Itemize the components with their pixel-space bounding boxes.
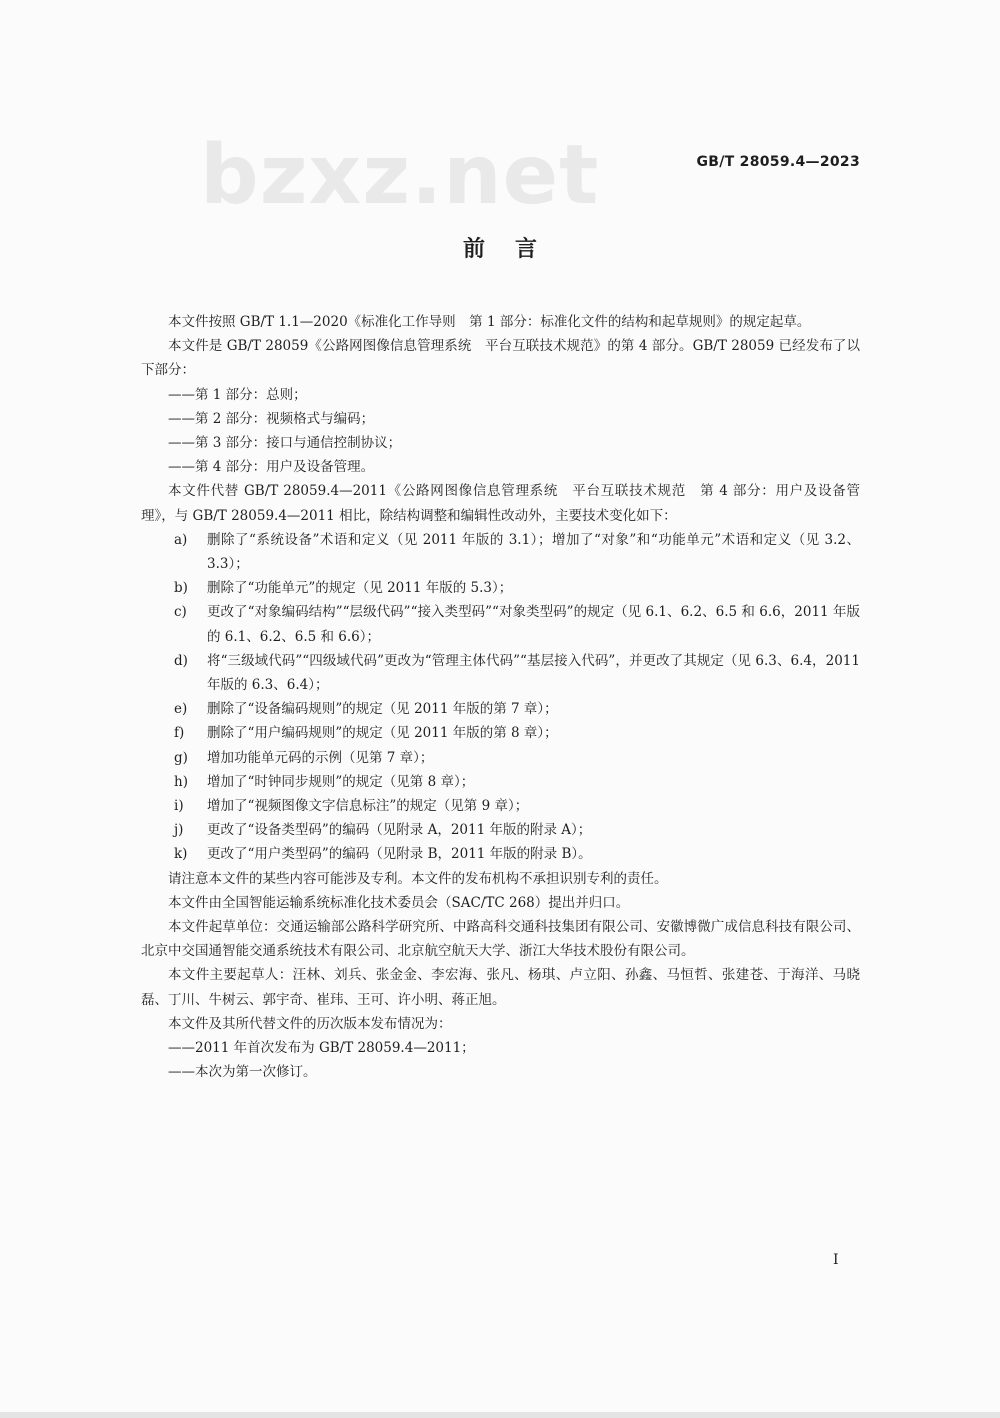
page-title: 前言: [462, 237, 567, 262]
paragraph-drafting-rules: 本文件按照 GB/T 1.1—2020《标准化工作导则 第 1 部分：标准化文件的结构和起草规则》的规定起草。: [168, 314, 811, 330]
paragraph-replacement: 本文件代替 GB/T 28059.4—2011《公路网图像信息管理系统 平台互联技术规范 第 4 部分：用户及设备管理》，与 GB/T 28059.4—2011 相比，除结构调整和编辑性改动外，主要技术变化如下：: [141, 483, 860, 524]
foreword-body: [141, 310, 860, 1085]
list-item: [141, 818, 860, 842]
list-marker: a): [174, 531, 188, 548]
list-item: ——第 3 部分：接口与通信控制协议；: [168, 435, 402, 452]
list-item: ——第 1 部分：总则；: [168, 386, 307, 403]
list-marker: g): [174, 749, 188, 766]
paragraph-history-intro: 本文件及其所代替文件的历次版本发布情况为：: [168, 1015, 452, 1032]
paragraph-patent-notice: 请注意本文件的某些内容可能涉及专利。本文件的发布机构不承担识别专利的责任。: [168, 870, 668, 887]
paragraph-proposer: 本文件由全国智能运输系统标准化技术委员会（SAC/TC 268）提出并归口。: [168, 894, 630, 911]
list-marker: k): [174, 846, 188, 863]
list-item: ——2011 年首次发布为 GB/T 28059.4—2011；: [168, 1040, 475, 1057]
list-marker: e): [174, 701, 188, 718]
page-number: I: [833, 1252, 839, 1268]
list-item: ——本次为第一次修订。: [168, 1064, 317, 1081]
list-text: 更改了“对象编码结构”“层级代码”“接入类型码”“对象类型码”的规定（见 6.1、6.2、6.5 和 6.6，2011 年版的 6.1、6.2、6.5 和 6.6）；: [207, 604, 860, 645]
list-item: [141, 721, 860, 745]
list-item: [141, 697, 860, 721]
page-edge: [0, 1412, 1000, 1418]
list-item: [141, 794, 860, 818]
changes-list: [141, 528, 860, 867]
list-item: ——第 4 部分：用户及设备管理。: [168, 459, 375, 476]
watermark: bzxz.net: [200, 128, 600, 223]
list-marker: f): [174, 725, 185, 742]
history-list: [141, 1036, 860, 1084]
list-item: ——第 2 部分：视频格式与编码；: [168, 410, 375, 427]
paragraph-drafting-units: 本文件起草单位：交通运输部公路科学研究所、中路高科交通科技集团有限公司、安徽博微广成信息科技有限公司、北京中交国通智能交通系统技术有限公司、北京航空航天大学、浙江大华技术股份有限公司。: [141, 919, 860, 960]
list-item: [141, 770, 860, 794]
paragraph-drafters: 本文件主要起草人：汪林、刘兵、张金金、李宏海、张凡、杨琪、卢立阳、孙鑫、马恒哲、张建苍、于海洋、马晓磊、丁川、牛树云、郭宇奇、崔玮、王可、许小明、蒋正旭。: [141, 967, 860, 1008]
list-marker: d): [174, 652, 188, 669]
list-text: 删除了“设备编码规则”的规定（见 2011 年版的第 7 章）；: [207, 701, 558, 718]
list-marker: b): [174, 580, 188, 597]
list-item: [141, 649, 860, 697]
list-text: 将“三级域代码”“四级域代码”更改为“管理主体代码”“基层接入代码”，并更改了其规定（见 6.3、6.4，2011 年版的 6.3、6.4）；: [207, 652, 860, 694]
paragraph-series-parts: 本文件是 GB/T 28059《公路网图像信息管理系统 平台互联技术规范》的第 4 部分。GB/T 28059 已经发布了以下部分：: [141, 338, 860, 379]
list-text: 删除了“系统设备”术语和定义（见 2011 年版的 3.1）；增加了“对象”和“功能单元”术语和定义（见 3.2、3.3）；: [207, 531, 860, 573]
list-item: [141, 528, 860, 576]
document-number: GB/T 28059.4—2023: [696, 154, 860, 170]
list-text: 增加了“时钟同步规则”的规定（见第 8 章）；: [207, 773, 475, 790]
list-text: 增加功能单元码的示例（见第 7 章）；: [207, 749, 434, 766]
list-item: [141, 576, 860, 600]
list-marker: i): [174, 798, 184, 815]
list-item: [141, 842, 860, 866]
list-marker: h): [174, 773, 188, 790]
parts-list: [141, 383, 860, 480]
list-text: 删除了“功能单元”的规定（见 2011 年版的 5.3）；: [207, 580, 513, 597]
list-text: 删除了“用户编码规则”的规定（见 2011 年版的第 8 章）；: [207, 725, 558, 742]
list-text: 增加了“视频图像文字信息标注”的规定（见第 9 章）；: [207, 798, 529, 815]
list-item: [141, 600, 860, 648]
list-marker: j): [174, 822, 184, 839]
list-text: 更改了“设备类型码”的编码（见附录 A，2011 年版的附录 A）；: [207, 822, 592, 839]
list-text: 更改了“用户类型码”的编码（见附录 B，2011 年版的附录 B）。: [207, 846, 592, 863]
list-marker: c): [174, 604, 187, 621]
list-item: [141, 746, 860, 770]
